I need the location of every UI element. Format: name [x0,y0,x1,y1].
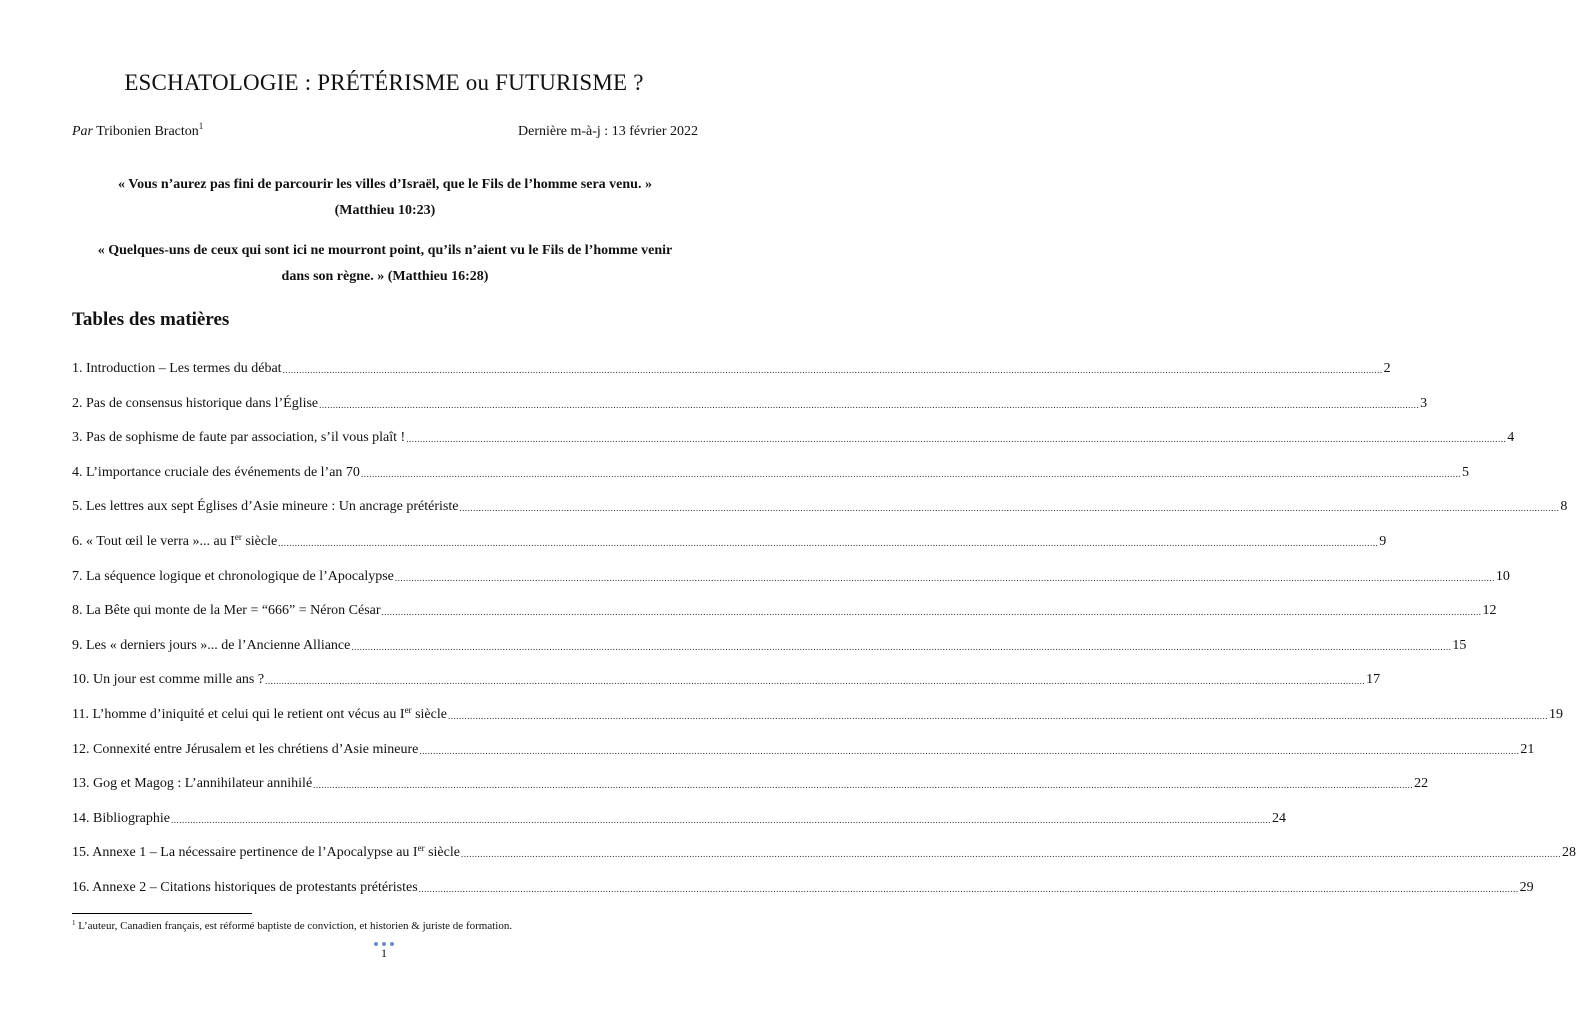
footnote-text: L’auteur, Canadien français, est réformé baptiste de conviction, et historien & juriste de formation. [78,920,513,932]
toc-leader-dots: ................................................................................................................................................................................................................................................................................................................................................................................................................ [171,814,1271,825]
toc-entry-label: 13. Gog et Magog : L’annihilateur annihilé [72,776,313,792]
author-line [72,121,204,140]
toc-entry[interactable] [72,498,1568,533]
toc-entry-label: 9. Les « derniers jours »... de l’Ancienne Alliance [72,637,351,653]
toc-leader-dots: ................................................................................................................................................................................................................................................................................................................................................................................................................ [460,849,1561,860]
toc-entry-label: 14. Bibliographie [72,810,170,826]
footnote-separator [72,913,252,914]
toc-entry[interactable] [72,464,1469,499]
toc-entry-page: 10 [1495,568,1510,584]
toc-entry-label: 15. Annexe 1 – La nécessaire pertinence de l’Apocalypse au Ier siècle [72,843,460,861]
author-prefix: Par [72,124,93,139]
toc-leader-dots: ................................................................................................................................................................................................................................................................................................................................................................................................................ [360,468,1461,479]
toc-entry-page: 2 [1383,361,1391,376]
document-title: ESCHATOLOGIE : PRÉTÉRISME ou FUTURISME ? [124,70,644,95]
toc-entry[interactable] [72,531,1387,568]
toc-leader-dots: ................................................................................................................................................................................................................................................................................................................................................................................................................ [265,676,1366,687]
toc-entry-page: 17 [1366,672,1381,688]
toc-entry-label: 5. Les lettres aux sept Églises d’Asie mineure : Un ancrage prétériste [72,499,459,515]
toc-entry[interactable] [72,568,1510,603]
toc-entry-page: 22 [1414,776,1429,792]
toc-entry[interactable] [72,843,1576,879]
toc-entry[interactable] [72,671,1381,706]
toc-entry-label: 2. Pas de consensus historique dans l’Église [72,395,319,411]
quote-reference: (Matthieu 10:23) [334,203,436,218]
page-number: 1 [381,946,387,960]
toc-leader-dots: ................................................................................................................................................................................................................................................................................................................................................................................................................ [351,641,1452,652]
toc-leader-dots: ................................................................................................................................................................................................................................................................................................................................................................................................................ [278,537,1379,548]
author-name: Tribonien Bracton [96,124,199,139]
toc-leader-dots: ................................................................................................................................................................................................................................................................................................................................................................................................................ [447,710,1548,721]
toc-entry[interactable] [72,879,1534,914]
toc-entry-label: 3. Pas de sophisme de faute par association, s’il vous plaît ! [72,430,406,446]
toc-entry-page: 12 [1482,603,1497,619]
toc-entry-page: 28 [1561,845,1576,861]
toc-leader-dots: ................................................................................................................................................................................................................................................................................................................................................................................................................ [394,572,1495,583]
toc-entry-label: 7. La séquence logique et chronologique de l’Apocalypse [72,568,394,584]
epigraph-quote [72,238,698,290]
toc-entry-label: 6. « Tout œil le verra »... au Ier siècle [72,531,278,549]
toc-leader-dots: ................................................................................................................................................................................................................................................................................................................................................................................................................ [418,883,1519,894]
toc-entry[interactable] [72,810,1286,845]
toc-entry[interactable] [72,429,1515,464]
last-updated: Dernière m-à-j : 13 février 2022 [518,124,698,139]
toc-leader-dots: ................................................................................................................................................................................................................................................................................................................................................................................................................ [282,365,1383,375]
toc-leader-dots: ................................................................................................................................................................................................................................................................................................................................................................................................................ [381,607,1482,618]
table-of-contents [72,360,1576,914]
toc-entry-page: 4 [1507,430,1515,446]
footnote-ref[interactable]: 1 [198,121,204,131]
toc-entry[interactable] [72,360,1391,395]
quote-text: « Vous n’aurez pas fini de parcourir les villes d’Israël, que le Fils de l’homme sera venu. » [118,177,652,192]
footnote-number: 1 [72,919,76,927]
epigraph-quote [72,172,698,224]
toc-entry[interactable] [72,704,1563,741]
toc-entry-page: 8 [1560,499,1568,515]
toc-entry-page: 29 [1519,879,1534,895]
toc-entry-label: 4. L’importance cruciale des événements de l’an 70 [72,464,360,480]
quote-reference: dans son règne. » (Matthieu 16:28) [281,269,489,284]
quote-text: « Quelques-uns de ceux qui sont ici ne mourront point, qu’ils n’aient vu le Fils de l’homme venir [97,243,673,258]
toc-entry-label: 12. Connexité entre Jérusalem et les chrétiens d’Asie mineure [72,741,419,757]
footnote [72,920,698,932]
toc-entry-page: 5 [1461,464,1469,480]
toc-leader-dots: ................................................................................................................................................................................................................................................................................................................................................................................................................ [319,399,1420,410]
toc-entry-page: 24 [1272,810,1286,826]
toc-leader-dots: ................................................................................................................................................................................................................................................................................................................................................................................................................ [313,780,1414,791]
toc-entry[interactable] [72,741,1535,776]
toc-entry-label: 11. L’homme d’iniquité et celui qui le retient ont vécus au Ier siècle [72,704,447,722]
toc-leader-dots: ................................................................................................................................................................................................................................................................................................................................................................................................................ [459,503,1560,514]
toc-entry[interactable] [72,775,1429,810]
toc-entry[interactable] [72,395,1428,430]
toc-entry-page: 21 [1520,741,1535,757]
toc-entry[interactable] [72,602,1497,637]
toc-entry-label: 1. Introduction – Les termes du débat [72,361,282,376]
toc-entry[interactable] [72,637,1467,672]
toc-heading: Tables des matières [72,309,230,330]
toc-entry-label: 10. Un jour est comme mille ans ? [72,672,265,688]
toc-entry-page: 15 [1452,637,1467,653]
toc-entry-page: 3 [1420,395,1428,411]
toc-leader-dots: ................................................................................................................................................................................................................................................................................................................................................................................................................ [406,434,1507,445]
toc-entry-page: 19 [1548,706,1563,722]
toc-leader-dots: ................................................................................................................................................................................................................................................................................................................................................................................................................ [419,745,1520,756]
toc-entry-page: 9 [1379,533,1387,549]
toc-entry-label: 16. Annexe 2 – Citations historiques de protestants prétéristes [72,879,418,895]
toc-entry-label: 8. La Bête qui monte de la Mer = “666” = Néron César [72,603,381,619]
